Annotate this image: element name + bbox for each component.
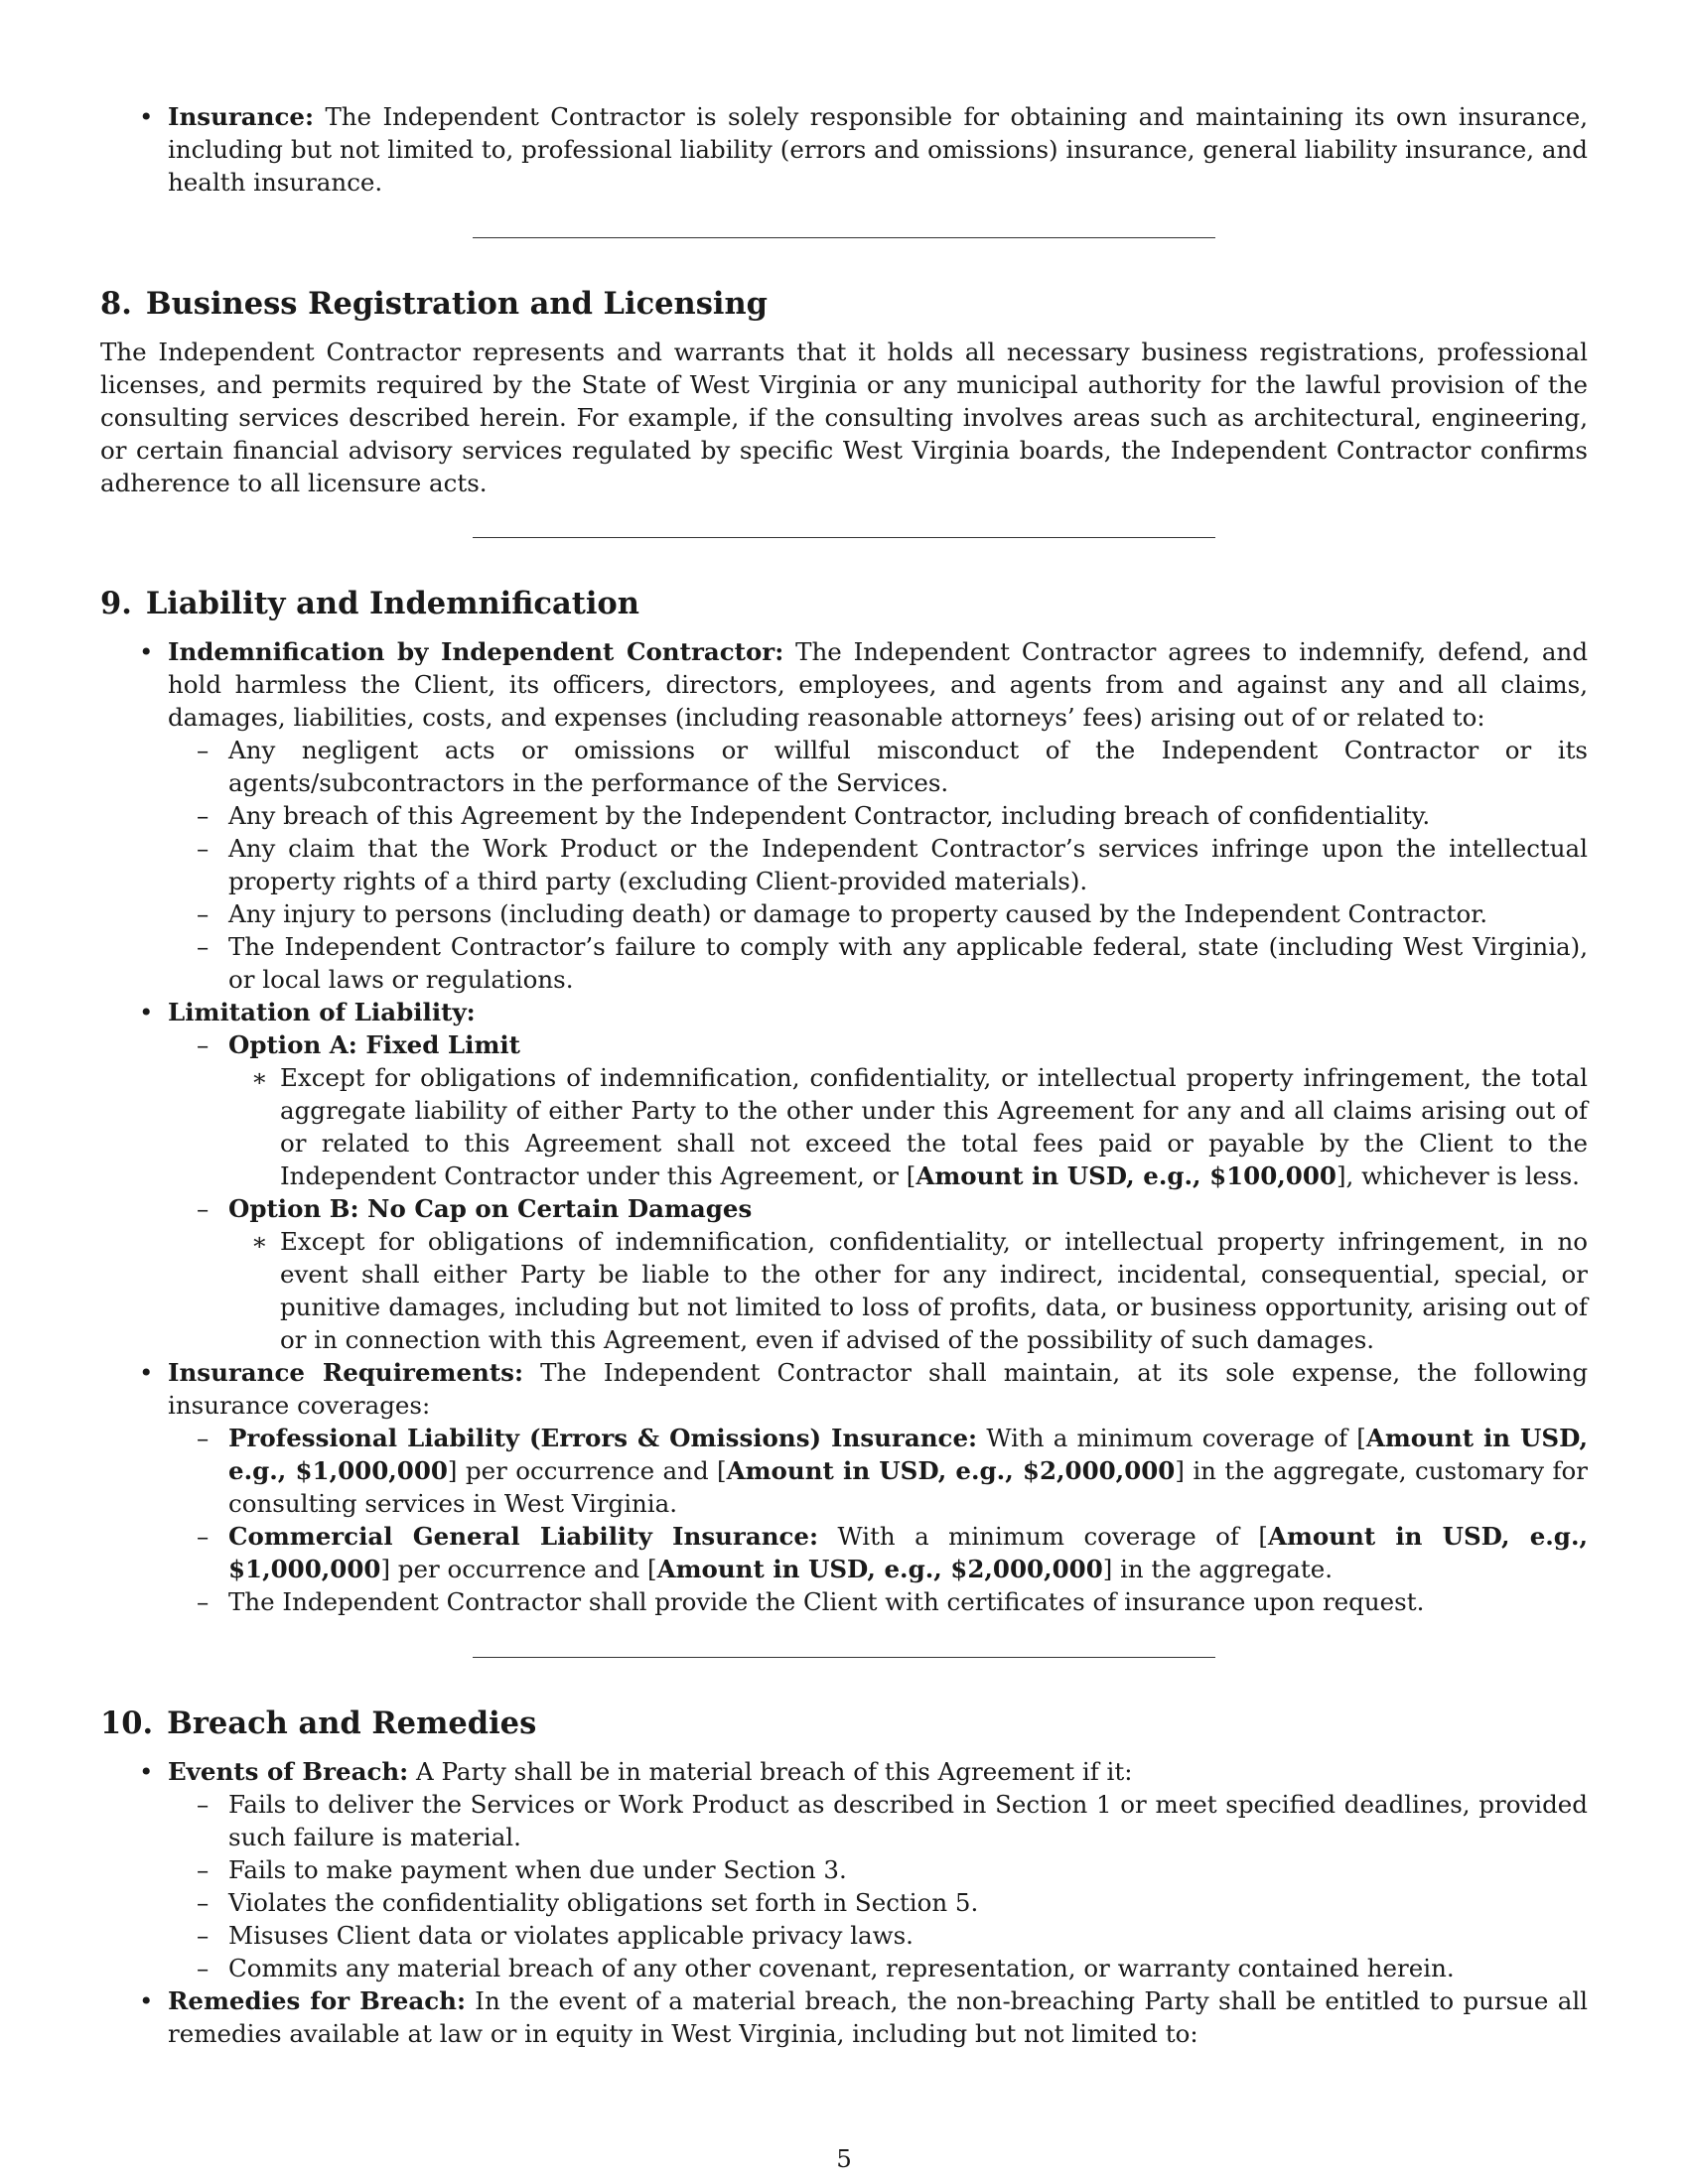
insurance-requirements-text: The Independent Contractor shall maintain, at its sole expense, the following insurance coverages: [168, 1358, 1589, 1420]
professional-liability-item [168, 1422, 1588, 1520]
events-of-breach-label: Events of Breach: [168, 1757, 409, 1786]
option-b-label: Option B: No Cap on Certain Damages [228, 1194, 753, 1223]
option-a-pre: Except for obligations of indemnification, confidentiality, or intellectual property infringement, the total aggregate liability of either Party to the other under this Agreement for any and all claims arising out of or related to this Agreement shall not exceed the total fees paid or payable by the Client to the Independent Contractor under this Agreement, or [ [280, 1063, 1588, 1190]
option-b-text: ∗ Except for obligations of indemnification, confidentiality, or intellectual property infringement, in no event shall either Party be liable to the other for any indirect, incidental, consequential, special, or punitive damages, including but not limited to loss of profits, data, or business opportunity, arising out of or in connection with this Agreement, even if advised of the possibility of such damages. [228, 1225, 1588, 1356]
text-span: With a minimum coverage of [ [986, 1424, 1366, 1452]
text-span: ] in the aggregate, customary for consulting services in West Virginia. [228, 1456, 1588, 1518]
insurance-requirements-sublist [168, 1422, 1588, 1618]
list-item: – Commits any material breach of any other covenant, representation, or warranty contained herein. [168, 1952, 1588, 1984]
section-10-heading [100, 1704, 1588, 1743]
page-content [100, 100, 1588, 2050]
insurance-requirements-item [100, 1356, 1588, 1618]
insurance-requirements-label: Insurance Requirements: [168, 1358, 524, 1387]
limitation-sublist [168, 1028, 1588, 1356]
amount-placeholder: Amount in USD, e.g., $2,000,000 [656, 1555, 1103, 1583]
events-of-breach-text: A Party shall be in material breach of this Agreement if it: [416, 1757, 1133, 1786]
text-span: With a minimum coverage of [ [837, 1522, 1268, 1551]
indemnification-sublist [168, 734, 1588, 996]
amount-placeholder: Amount in USD, e.g., $1,000,000 [228, 1522, 1588, 1583]
section-divider [473, 1657, 1215, 1658]
insurance-text: The Independent Contractor is solely responsible for obtaining and maintaining its own insurance, including but not limited to, professional liability (errors and omissions) insurance, general liability insurance, and health insurance. [168, 102, 1588, 197]
section-9-title: Liability and Indemnification [145, 586, 639, 621]
section-10-number: 10. [100, 1706, 154, 1741]
list-item: – Any negligent acts or omissions or willful misconduct of the Independent Contractor or its agents/subcontractors in the performance of the Services. [168, 734, 1588, 799]
events-of-breach-sublist [168, 1788, 1588, 1984]
limitation-label: Limitation of Liability: [168, 998, 476, 1026]
text-span: ] in the aggregate. [1102, 1555, 1334, 1583]
general-liability-item [168, 1520, 1588, 1585]
list-item: – Fails to deliver the Services or Work Product as described in Section 1 or meet specified deadlines, provided such failure is material. [168, 1788, 1588, 1853]
indemnification-item [100, 635, 1588, 996]
section-8-number: 8. [100, 286, 132, 322]
section-9-list [100, 635, 1588, 1618]
events-of-breach-item [100, 1755, 1588, 1984]
page-number: 5 [836, 2144, 852, 2173]
list-item: – Violates the confidentiality obligations set forth in Section 5. [168, 1886, 1588, 1919]
option-a-post: ], whichever is less. [1336, 1161, 1580, 1190]
option-b-item [168, 1192, 1588, 1356]
section-7-list [100, 100, 1588, 199]
list-item: – The Independent Contractor’s failure to comply with any applicable federal, state (including West Virginia), or local laws or regulations. [168, 930, 1588, 996]
remedies-item [100, 1984, 1588, 2050]
amount-placeholder: Amount in USD, e.g., $1,000,000 [228, 1424, 1589, 1485]
option-a-amount: Amount in USD, e.g., $100,000 [915, 1161, 1336, 1190]
section-8-heading [100, 284, 1588, 324]
list-item: – Any breach of this Agreement by the Independent Contractor, including breach of confidentiality. [168, 799, 1588, 832]
section-9-number: 9. [100, 586, 132, 621]
text-span: ] per occurrence and [ [380, 1555, 657, 1583]
indemnification-text: The Independent Contractor agrees to indemnify, defend, and hold harmless the Client, its officers, directors, employees, and agents from and against any and all claims, damages, liabilities, costs, and expenses (including reasonable attorneys’ fees) arising out of or related to: [168, 637, 1589, 732]
option-a-item [168, 1028, 1588, 1192]
section-10-title: Breach and Remedies [167, 1706, 537, 1741]
indemnification-label: Indemnification by Independent Contractor: [168, 637, 784, 666]
remedies-label: Remedies for Breach: [168, 1986, 466, 2015]
option-a-text [228, 1061, 1588, 1192]
insurance-label: Insurance: [168, 102, 315, 131]
option-a-label: Option A: Fixed Limit [228, 1030, 520, 1059]
section-10-list [100, 1755, 1588, 2050]
list-item: – Fails to make payment when due under Section 3. [168, 1853, 1588, 1886]
remedies-text: In the event of a material breach, the non-breaching Party shall be entitled to pursue all remedies available at law or in equity in West Virginia, including but not limited to: [168, 1986, 1588, 2048]
professional-liability-label: Professional Liability (Errors & Omissions) Insurance: [228, 1424, 978, 1452]
list-item: – Misuses Client data or violates applicable privacy laws. [168, 1919, 1588, 1952]
insurance-item [100, 100, 1588, 199]
section-8-paragraph: The Independent Contractor represents and warrants that it holds all necessary business registrations, professional licenses, and permits required by the State of West Virginia or any municipal authority for the lawful provision of the consulting services described herein. For example, if the consulting involves areas such as architectural, engineering, or certain financial advisory services regulated by specific West Virginia boards, the Independent Contractor confirms adherence to all licensure acts. [100, 338, 1588, 497]
list-item: – Any claim that the Work Product or the Independent Contractor’s services infringe upon the intellectual property rights of a third party (excluding Client-provided materials). [168, 832, 1588, 897]
text-span: ] per occurrence and [ [447, 1456, 727, 1485]
section-8-title: Business Registration and Licensing [145, 286, 768, 322]
limitation-item [100, 996, 1588, 1356]
section-divider [473, 237, 1215, 238]
certificate-item: – The Independent Contractor shall provide the Client with certificates of insurance upon request. [168, 1585, 1588, 1618]
option-b-sublist [228, 1225, 1588, 1356]
amount-placeholder: Amount in USD, e.g., $2,000,000 [726, 1456, 1176, 1485]
general-liability-label: Commercial General Liability Insurance: [228, 1522, 819, 1551]
list-item: – Any injury to persons (including death) or damage to property caused by the Independent Contractor. [168, 897, 1588, 930]
section-divider [473, 537, 1215, 538]
option-a-sublist [228, 1061, 1588, 1192]
section-9-heading [100, 584, 1588, 623]
